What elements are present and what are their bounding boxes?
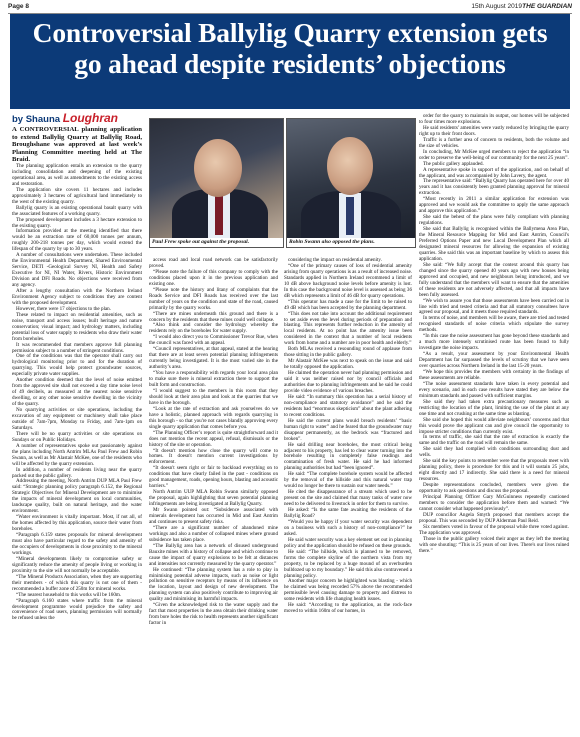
article-paragraph: “There are mines underneath this ground and there is a concern by the residents that these mines could well collapse.: [149, 310, 278, 323]
article-paragraph: However, there were 17 objections to the plan.: [16, 305, 111, 312]
article-paragraph: He asked: “Is the same fate awaiting the residents of the Ballylig Road?: [284, 507, 412, 519]
photo-paul-frew: [149, 118, 284, 248]
article-paragraph: Principal Planning Officer Gary McGuinness repeatedly cautioned members to consider the application before them and warned: “We cannot consider what happened previously”.: [419, 494, 569, 512]
article-paragraph: The application site covers 11 hectares and includes approximately 3 hectares of agricultural land immediately to the west of the existing quarry.: [12, 186, 142, 205]
article-paragraph: “The Mineral Products Association, when they are supporting their members - of which this quarry is not one of them - recommended a buffer zone of 250m for mineral works.: [12, 573, 142, 592]
article-paragraph: She said she hoped this would alleviate neighbours’ concerns and that this would prove the applicant can and give council the opportunity to impose stricter conditions than currently exist.: [419, 416, 569, 435]
byline-prefix: by Shauna: [12, 114, 61, 125]
article-paragraph: “We wish to assure you that those assessments have been carried out in line with tried and tested criteria and that all statutory consultees have agreed our proposal, and it meets those required standards.: [419, 297, 569, 316]
article-paragraph: In addition, a number of residents living near the quarry packed out the public gallery.: [12, 466, 142, 479]
article-paragraph: Despite representations concluded, members were given the opportunity to ask questions and discuss the proposal.: [419, 482, 569, 495]
article-paragraph: “We hope this provides the members with certainty in the findings of these assessments are reliable.: [419, 368, 569, 381]
article-paragraph: He said: “The complete borehole system would be affected by the removal of the hillside and this natural water trap would no longer be there to sustain our water needs.”: [284, 471, 412, 490]
article-paragraph: She said they had taken extra precautionary measures such as restricting the location of the plant, limiting the use of the plant at any one time and not crushing at the same time as blasting.: [419, 398, 569, 417]
article-paragraph: “Would you be happy if your water security was dependent on a business with such a history of non-compliance?” he asked.: [284, 518, 412, 537]
article-paragraph: A representative spoke in support of the application, and on behalf of the applicant, and was accompanied by John Lavery, the agent.: [419, 166, 569, 179]
article-paragraph: “Mineral developments likely to compromise safety or significantly reduce the amenity of people living or working in proximity to the site will not normally be acceptable.: [12, 555, 142, 574]
article-paragraph: She said the behest of the plans were fully compliant with planning regulations.: [419, 214, 569, 227]
photo-robin-swann: [286, 118, 416, 248]
article-paragraph: He said the current plans would breach residents’ “basic human right to water” and he feared that the groundwater may disappear permanently, as the bedrock was “fractured and broken”.: [284, 417, 412, 442]
article-paragraph: A number of representatives spoke out passionately against the plans including North Antrim MLAs Paul Frew and Robin Swann, as well as Mr Alastair McKee, one of the residents who will be affected by the quarry extension.: [12, 442, 142, 467]
article-paragraph: “Please note the history and litany of complaints that the Roads Service and DFI Roads has received over the last number of years on the condition and state of the road, caused primarily by the quarry works.: [149, 286, 278, 311]
article-paragraph: These related to impact on residential amenities, such as noise, transport and access issues; built heritage and nature conservation; visual impact; and hydrology matters, including potential loss of water supply to residents who draw their water from boreholes.: [12, 311, 142, 342]
article-paragraph: He said: “In summary this operation has a serial history of non-compliance and statutory avoidance” and he said the residents had “enormous skepticism” about the plant adhering to recent conditions.: [284, 393, 412, 418]
article-paragraph: “Please note the failure of this company to comply with the conditions placed upon it in the previous application and existing one.: [149, 268, 278, 287]
photo-figure: [327, 137, 373, 195]
article-paragraph: “The Ballylig area has a network of disused underground Bauxite mines with a history of collapse and which continue to cause the impact of quarry explosions to be felt at distances and intensities not currently measured by the quarry operator.”: [149, 542, 278, 567]
article-paragraph: “Council representatives, at that appeal, stated at the hearing that there are at least seven potential planning infringements currently being investigated. It is the most varied site in the authority’s area.: [149, 346, 278, 371]
page-number: Page 8: [8, 3, 29, 10]
article-paragraph: considering the impact on residential amenity.: [288, 257, 382, 263]
article-paragraph: “I would also direct you to Commissioner Trevor Rue, when the council was faced with an appeal.: [149, 334, 278, 347]
article-paragraph: “There are a significant number of abandoned mine workings and also a number of collapsed mines where ground subsidence has taken place.: [149, 524, 278, 543]
article-paragraph: DUP councillor Angela Smyth proposed that members accept the proposal. This was seconded by DUP Alderman Paul Reid.: [419, 511, 569, 524]
article-paragraph: The representative said: “Ballylig Quarry has operated here for over 40 years and it has consistently been granted planning approval for mineral extraction.: [419, 178, 569, 197]
article-paragraph: The proposed development includes a 3 hectare extension to the existing quarry.: [12, 216, 142, 229]
article-paragraph: “Also think and consider the hydrology whereby the residents rely on the boreholes for water supply.: [149, 322, 278, 335]
article-paragraph: “The Planning Officer’s report is quite straightforward and it does not mention the recent appeal, refusal, dismissals or the history of the site or operation.: [149, 429, 278, 448]
photo-caption: Robin Swann also opposed the plans.: [287, 238, 415, 247]
article-paragraph: “You have a responsibility with regards your local area plan to make sure there is mineral extraction there to support the built form and construction.: [149, 370, 278, 389]
article-paragraph: One of the conditions was that the operator shall carry out hydrological monitoring prior to and for the duration of quarrying. This would help protect groundwater sources, especially private water supplies.: [12, 353, 142, 378]
article-paragraph: In terms of noise, and members will be aware, there are tried and tested recognised standards of noise criteria which stipulate the survey methods.: [419, 315, 569, 334]
page-header: [8, 2, 572, 14]
article-paragraph: “Paragraph 6.159 states proposals for mineral development must also have particular regard to the safety and amenity of the occupiers of developments in close proximity to the mineral workings.: [12, 532, 142, 556]
article-paragraph: Both MLAs received a resounding round of applause from those sitting in the public gallery.: [284, 346, 412, 359]
byline-author: Loughran: [62, 111, 119, 125]
article-paragraph: “As a result, your assessment by your Environmental Health Department has far surpassed the levels of scrutiny that we have seen over quarries across Northern Ireland in the last 15-20 years.: [419, 351, 569, 370]
article-column-2: [149, 258, 278, 627]
article-paragraph: She said that Ballylig is recognised within the Ballymena Area Plan, the Mineral Resource Mapping for Mid and East Antrim, Council's Preferred Options Paper and new Local Development Plan which all designated mineral resources for allowing the expansion of existing quarries. She said this was an important baseline by which to assess this application.: [419, 226, 569, 262]
article-paragraph: He said drilling near boreholes, the most critical being adjacent to his property, has led to clear water turning into the borehole resulting in completely false readings and contamination of fresh water. He said he had informed planning authorities but had “been ignored”.: [284, 441, 412, 472]
article-paragraph: “Given the acknowledged risk to the water supply and the fact that most properties in the area obtain their drinking water from bore holes the risk to health represents another significant factor in: [149, 602, 278, 627]
article-paragraph: He claimed the operation never had planning permission and said it was neither raised nor by council officials and authorities due to planning infringements and he said he could provide video evidence of various breaches.: [284, 370, 412, 394]
headline: [10, 14, 570, 109]
article-paragraph: “It doesn't mention how close the quarry will come to homes. It doesn't mention current investigations by enforcement.: [149, 447, 278, 466]
article-paragraph: She said the key points to remember were that the proposals meet with planning policy, there is procedure for this and it will sustain 25 jobs, eight directly and 17 indirectly. She said there is a need for mineral resources.: [419, 458, 569, 483]
byline: [12, 111, 118, 125]
article-paragraph: access road and local road network can be satisfactorily proved.: [149, 257, 278, 269]
article-paragraph: Another major concern he highlighted was blasting - which he claimed was being recorded 57% above the recommended permissible level causing damage to property and distress to some residents with life changing health issues.: [284, 578, 412, 603]
article-paragraph: He cited the disappearance of a stream which used to be present on the site and claimed that many tanks of water now need to be delivered to livestock in order for them to survive.: [284, 489, 412, 508]
article-paragraph: The public gallery applauded.: [423, 160, 484, 167]
article-paragraph: “I would suggest to the members in this room that they should look at their area plan and look at the quarries that we have in the borough.: [149, 387, 278, 406]
article-paragraph: There will be no quarry activities or site operations on Sundays or on Public Holidays.: [12, 430, 142, 443]
article-paragraph: “It doesn't seem right or fair to backload everything on to conditions that have clearly failed in the past - conditions on good management, roads, opening hours, blasting and acoustic barriers.”: [149, 465, 278, 490]
article-paragraph: It was recommended that members approve full planning permission subject to a number of stringent conditions.: [12, 341, 142, 354]
issue-date: 15th August 2019: [471, 3, 522, 10]
article-paragraph: “The noise assessment standards have taken in every potential and every scenario, and in each case results have stated they are below the minimum standards and passed with sufficient margins.: [419, 380, 569, 399]
article-paragraph: order for the quarry to maintain its output, our homes will be subjected to four times more explosions.: [419, 113, 569, 125]
article-paragraph: “Paragraph 6.160 states where traffic from the mineral development programme would prejudice the safety and convenience of road users, planning permission will normally be refused unless the: [12, 597, 142, 622]
article-paragraph: North Antrim UUP MLA Robin Swann similarly opposed the proposal, again highlighting that seven potential planning infringements are being investigated at Ballylig Quarry.: [149, 489, 278, 508]
article-paragraph: In concluding, Mr McKee urged members to reject the application “in order to preserve the well-being of our community for the next 25 years”.: [419, 148, 569, 161]
article-paragraph: The planning application entails an extension to the quarry including consolidation and deepening of the existing operational area, as well as amendments to the existing access and restoration.: [12, 162, 142, 187]
article-paragraph: Another condition deemed that the level of noise emitted from the approved site shall not exceed a day time noise level of 49 decibels, as measured at the nearest noise sensitive dwelling, or any other noise sensitive dwelling in the vicinity of the quarry.: [12, 377, 142, 408]
article-paragraph: “Most recently in 2011 a similar application for extension was approved and we would ask the committee to apply the same approach and approve this application.”: [419, 196, 569, 215]
article-paragraph: Information provided at the meeting identified that there would be an extraction rate of 60,000 tonnes per annum, roughly 200-218 tonnes per day, which would extend the lifespan of the quarry by up to 30 years.: [12, 228, 142, 253]
article-paragraph: “This operator has made a case for the limit to be raised to 49 dB which has been accepted by the planning department.: [284, 298, 412, 311]
article-paragraph: Six members voted in favour of the proposal while three voted against. The application was approved.: [419, 523, 569, 536]
headline-line-2: go ahead despite residents’ objections: [74, 48, 506, 79]
article-column-3: [284, 258, 412, 615]
article-paragraph: He said: “The hillside, which is planned to be removed, forms the complete skyline of the northern vista from my property, to be replaced by a huge mound of an overburden bulldozed up to my boundary.” He said this also contravened a planning policy.: [284, 548, 412, 579]
article-paragraph: Mr Swann pointed out: “Subsidence associated with minerals development has occurred in Mid and East Antrim and continues to present safety risks.: [149, 507, 278, 525]
article-paragraph: Traffic is a further area of concern to residents, both the volume and the size of vehicles.: [419, 136, 569, 149]
article-column-4: [419, 114, 569, 555]
headline-line-1: Controversial Ballylig Quarry extension gets: [32, 17, 548, 48]
article-paragraph: “Look at the rate of extraction and ask yourselves do we have a holistic, planned approach with regards quarrying in this borough - so that you're not cases blandly approving every single quarry application that comes before you.: [149, 405, 278, 430]
article-paragraph: She said they had complied with conditions surrounding dust and wells.: [419, 446, 569, 459]
article-paragraph: “The nearest household to this works will be 160m.: [16, 591, 122, 598]
article-paragraph: A number of consultations were undertaken. These included the Environmental Health Department, Shared Environmental Service, DETI -Geological Survey NI, Health and Safety Executive for NI, NI Water, Rivers, Historic Environment Division and DFI Roads. No objections were received from any agency.: [12, 252, 142, 289]
photo-caption: Paul Frew spoke out against the proposal.: [150, 238, 283, 247]
article-paragraph: “Water environment is vitally important. Most, if not all, of the homes affected by this application, source their water from boreholes.: [12, 514, 142, 533]
article-paragraph: A CONTROVERSIAL planning application to extend Ballylig Quarry at Ballylig Road, Broughshane was approved at last week’s Planning Committee meeting held at The Braid.: [12, 126, 142, 164]
article-paragraph: “In this case the noise assessment has gone beyond these standards and a much more intensely scrutinised route has been found to fully investigate the noise impacts.: [419, 333, 569, 352]
article-paragraph: After a lengthy consultation with the Northern Ireland Environment Agency subject to conditions they are content with the proposed development.: [12, 287, 142, 306]
article-paragraph: He said residents’ amenities were vastly reduced by bringing the quarry right up to their front doors.: [419, 124, 569, 137]
article-paragraph: No quarrying activities or site operations, including the excavation of any equipment or machinery shall take place outside of 7am-7pm, Monday to Friday, and 7am-1pm on Saturdays.: [12, 407, 142, 431]
article-paragraph: He continued: “The planning system has a role to play in minimising potential adverse impacts, such as noise or light pollution on sensitive receptors by means of its influence on the location, layout and design of new development. The planning system can also positively contribute to improving air quality and minimising its harmful impacts.: [149, 566, 278, 603]
publication-name: THE GUARDIAN: [522, 3, 572, 10]
photo-figure: [215, 195, 223, 235]
article-column-1: [12, 126, 142, 622]
article-paragraph: “One of the primary causes of loss of residential amenity arising from quarry operations is as a result of increased noise. Standards applied in Northern Ireland recommend a limit of 10 dB above background noise levels before amenity is lost. In this case the background noise level is assessed as being 36 dB which represents a limit of 46 dB for quarry operations.: [284, 262, 412, 299]
article-paragraph: Those in the public gallery voiced their anger as they left the meeting with one shouting: “This is 25 years of our lives. There's our lives ruined there.”: [419, 535, 569, 554]
article-paragraph: Mr Alastair McKee was next to speak on the issue and said he totally opposed the application.: [284, 358, 412, 371]
article-paragraph: He said water security was a key element set out in planning policy and the application should be refused on these grounds.: [284, 536, 412, 549]
photo-figure: [194, 139, 242, 197]
article-paragraph: “This does not take into account the additional requirement to set aside even the level during periods of preparation and blasting. This represents further reduction in the amenity of local residents. At no point has the amenity issue been considered in the context that a number of local residents work from home and a number are in poor health and elderly.”: [284, 310, 412, 347]
photo-figure: [346, 197, 354, 235]
article-paragraph: In terms of traffic, she said that the rate of extraction is exactly the same and the traffic on the road will remain the same.: [419, 434, 569, 447]
article-paragraph: Ballylig quarry is an existing operational basalt quarry with the associated features of a working quarry.: [12, 204, 142, 217]
article-paragraph: He said: “According to the application, as the rock-face moved to within 160m of our homes, in: [284, 602, 412, 615]
article-paragraph: She said: “We fully accept that the context around this quarry has changed since the quarry opened 40 years ago with new houses being approved and occupied, and new neighbours being introduced, and we fully understand that the members will want to ensure that the amenities of these residents are not adversely affected, and that all impacts have been fully assessed.: [419, 261, 569, 298]
article-paragraph: Addressing the meeting, North Antrim DUP MLA Paul Frew said: “Strategic planning policy paragraph 6.152, the Regional Strategic Objectives for Mineral Development are to minimise the impacts of mineral development on local communities, landscape quality, built on natural heritage, and the water environment.: [12, 478, 142, 515]
